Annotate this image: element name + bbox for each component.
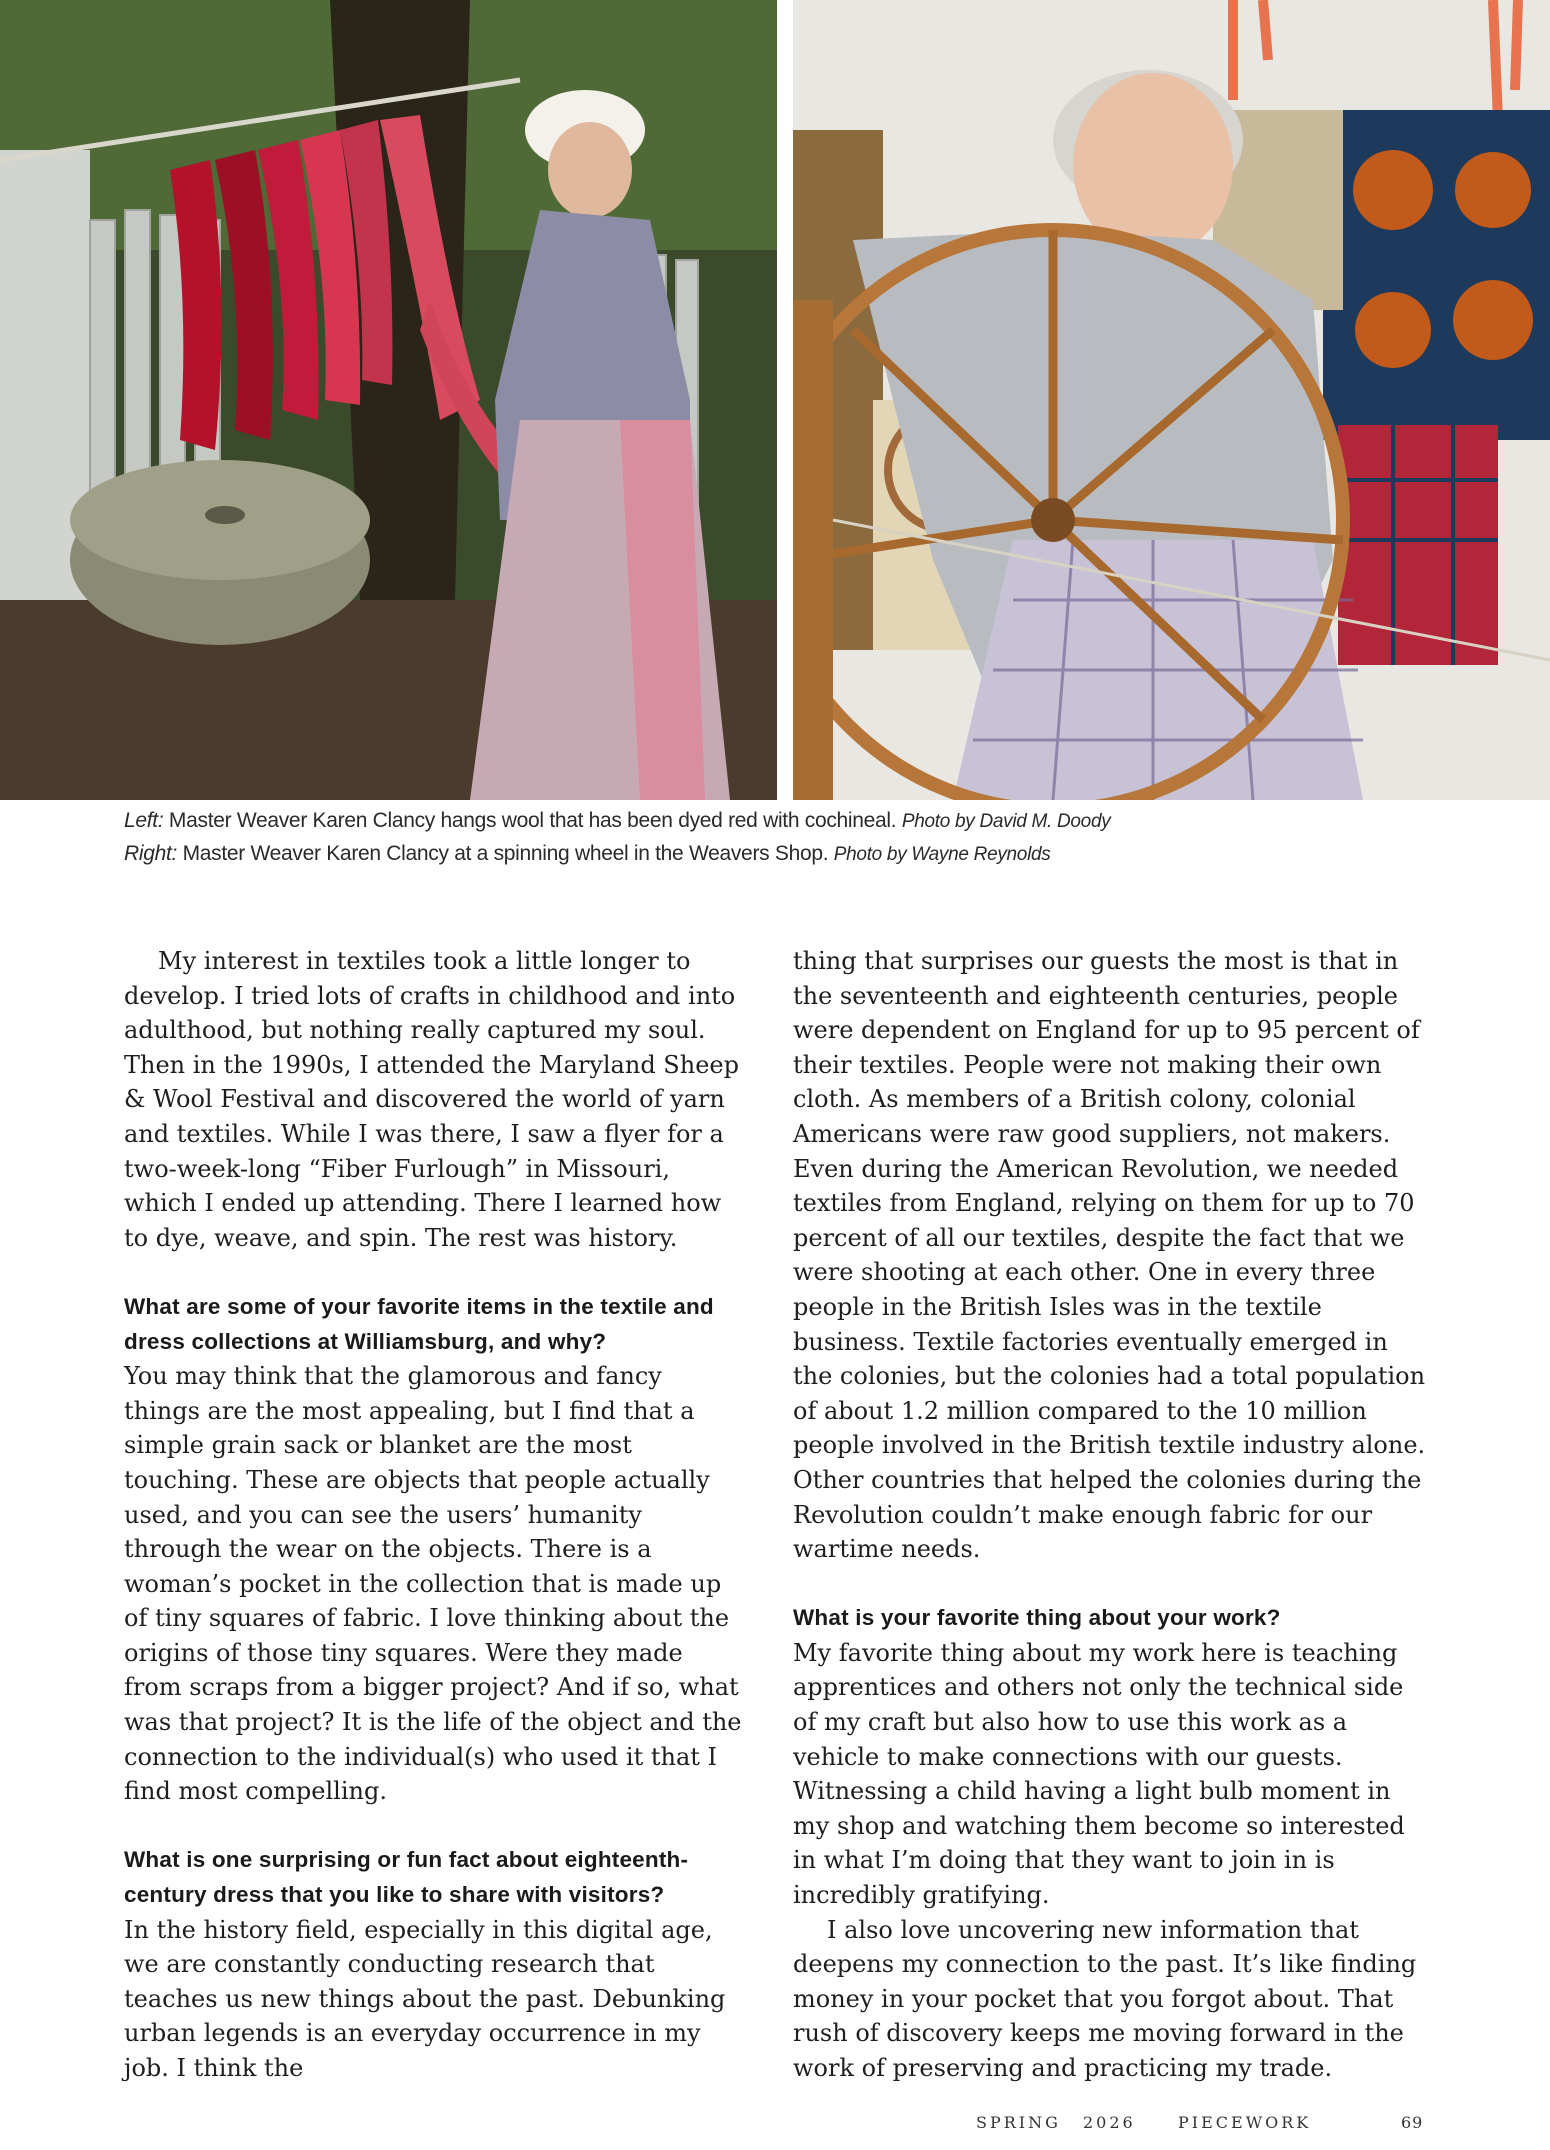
- body-paragraph: I also love uncovering new information that deepens my connection to the past. It’s like finding money in your pocket that you forgot about. That rush of discovery keeps me moving forward in the work of preserving and practicing my trade.: [793, 1915, 1417, 2082]
- interview-question: What is one surprising or fun fact about eighteenth-century dress that you like to share with visitors?: [124, 1847, 689, 1908]
- caption-text-right: Master Weaver Karen Clancy at a spinning wheel in the Weavers Shop.: [182, 842, 829, 865]
- photo-left-illustration: [0, 0, 777, 800]
- body-paragraph: You may think that the glamorous and fancy things are the most appealing, but I find that a simple grain sack or blanket are the most touching. These are objects that people actually used, and you can see the users’ humanity through the wear on the objects. There is a woman’s pocket in the collection that is made up of tiny squares of fabric. I love thinking about the origins of those tiny squares. Were they made from scraps from a bigger project? And if so, what was that project? It is the life of the object and the connection to the individual(s) who used it that I find most compelling.: [124, 1362, 742, 1806]
- caption-line-left: [124, 805, 1424, 838]
- photo-right-illustration: [793, 0, 1550, 800]
- photo-right: [793, 0, 1550, 800]
- body-paragraph: In the history field, especially in this digital age, we are constantly conducting research that teaches us new things about the past. Debunking urban legends is an everyday occurrence in my job. I think the: [124, 1915, 726, 2082]
- page-number: 69: [1401, 2113, 1424, 2132]
- article-column-right: [793, 944, 1428, 2086]
- caption-text-left: Master Weaver Karen Clancy hangs wool that has been dyed red with cochineal.: [168, 809, 897, 832]
- caption-credit-left: Photo by David M. Doody: [901, 811, 1111, 832]
- caption-lead-right: Right:: [124, 842, 178, 865]
- footer-magazine-name: PIECEWORK: [1178, 2113, 1312, 2132]
- body-paragraph: My interest in textiles took a little longer to develop. I tried lots of crafts in childhood and into adulthood, but nothing really captured my soul. Then in the 1990s, I attended the Maryland Sheep & Wool Festival and discovered the world of yarn and textiles. While I was there, I saw a flyer for a two-week-long “Fiber Furlough” in Missouri, which I ended up attending. There I learned how to dye, weave, and spin. The rest was history.: [124, 947, 739, 1252]
- article-column-left: [124, 944, 744, 2086]
- interview-question: What are some of your favorite items in the textile and dress collections at Williamsburg, and why?: [124, 1293, 714, 1354]
- footer-season: SPRING: [976, 2113, 1061, 2132]
- footer-year: 2026: [1083, 2113, 1136, 2132]
- caption-credit-right: Photo by Wayne Reynolds: [833, 844, 1051, 865]
- caption-line-right: [124, 838, 1424, 871]
- photo-caption: [124, 805, 1424, 871]
- interview-question: What is your favorite thing about your work?: [793, 1605, 1281, 1631]
- body-paragraph: thing that surprises our guests the most is that in the seventeenth and eighteenth centuries, people were dependent on England for up to 95 percent of their textiles. People were not making their own cloth. As members of a British colony, colonial Americans were raw good suppliers, not makers. Even during the American Revolution, we needed textiles from England, relying on them for up to 70 percent of all our textiles, despite the fact that we were shooting at each other. One in every three people in the British Isles was in the textile business. Textile factories eventually emerged in the colonies, but the colonies had a total population of about 1.2 million compared to the 10 million people involved in the British textile industry alone. Other countries that helped the colonies during the Revolution couldn’t make enough fabric for our wartime needs.: [793, 947, 1426, 1564]
- photo-left: [0, 0, 777, 800]
- body-paragraph: My favorite thing about my work here is teaching apprentices and others not only the technical side of my craft but also how to use this work as a vehicle to make connections with our guests. Witnessing a child having a light bulb moment in my shop and watching them become so interested in what I’m doing that they want to join in is incredibly gratifying.: [793, 1638, 1405, 1910]
- caption-lead-left: Left:: [124, 809, 164, 832]
